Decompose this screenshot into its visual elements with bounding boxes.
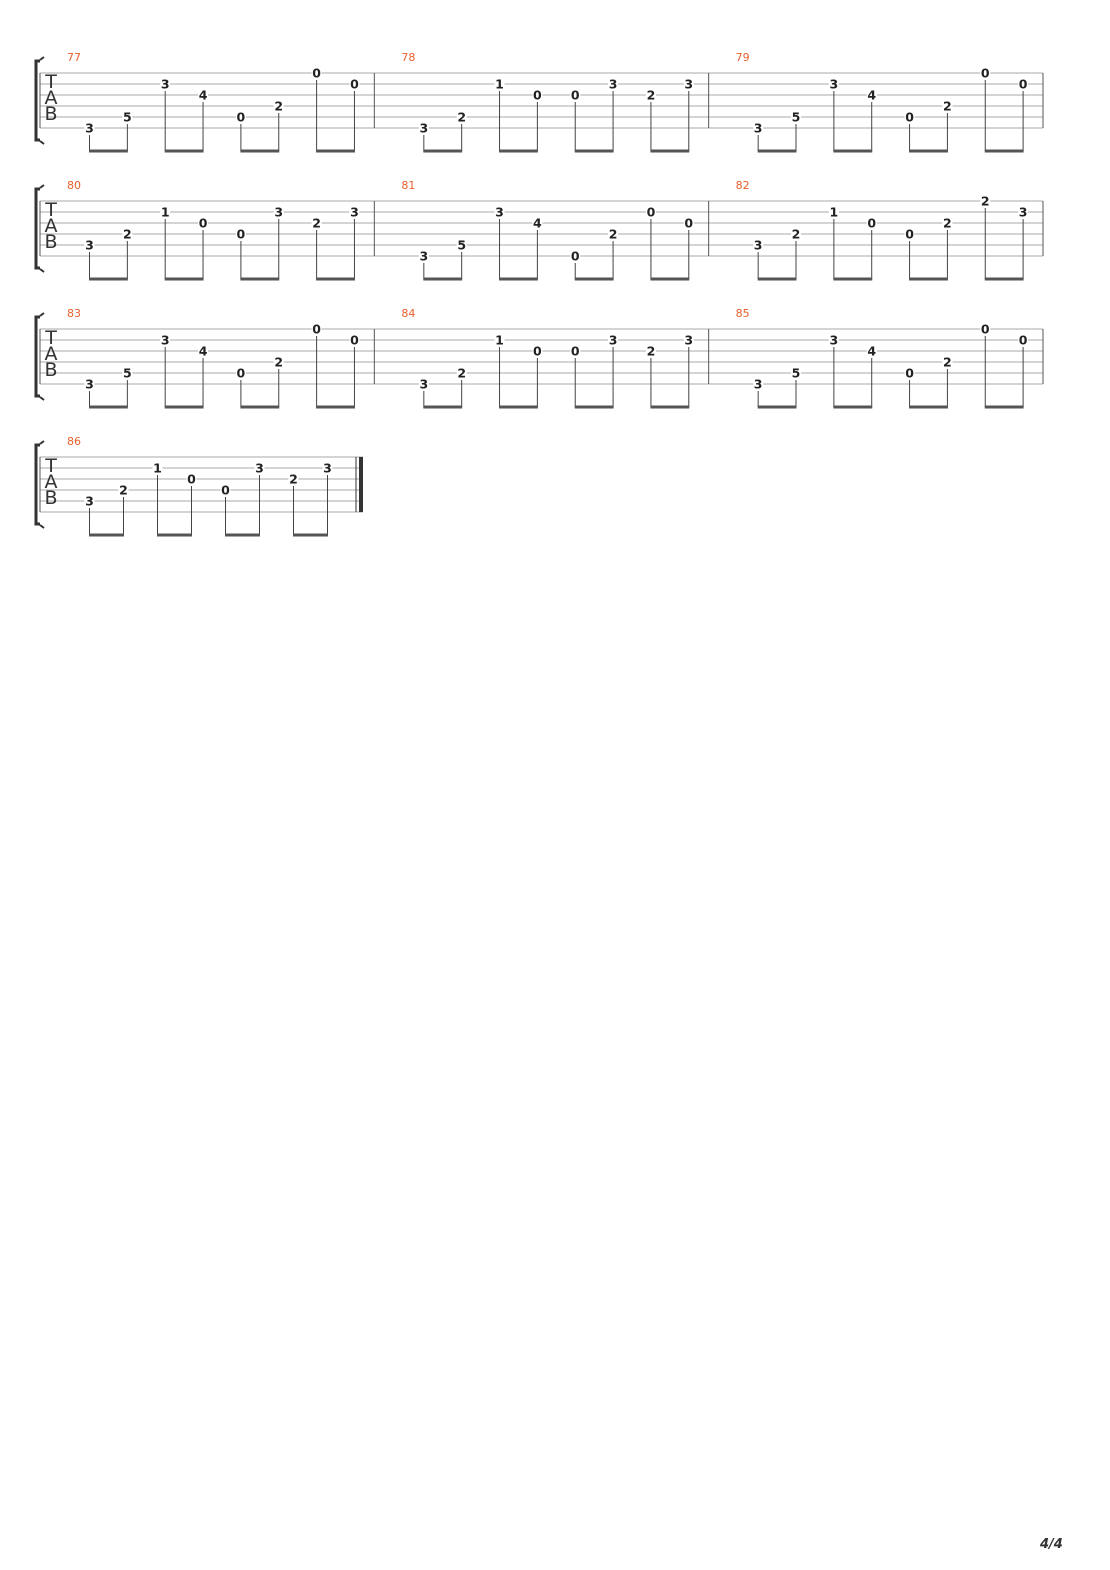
fret-number: 2 (646, 343, 656, 359)
fret-number: 2 (122, 226, 132, 242)
fret-number: 5 (457, 237, 467, 253)
fret-number: 0 (236, 109, 246, 125)
fret-number: 0 (646, 204, 656, 220)
bracket-hook-bottom (40, 141, 44, 144)
fret-number: 0 (570, 87, 580, 103)
fret-number: 0 (980, 65, 990, 81)
fret-number: 2 (943, 98, 952, 114)
fret-number: 4 (533, 215, 542, 231)
fret-number: 2 (312, 215, 321, 231)
system-bracket (36, 61, 40, 140)
measure-number: 79 (735, 51, 750, 64)
fret-number: 0 (1018, 76, 1028, 92)
system-bracket (36, 445, 40, 524)
fret-number: 1 (153, 460, 162, 476)
fret-number: 0 (533, 343, 542, 359)
fret-number: 0 (221, 482, 230, 498)
fret-number: 3 (350, 204, 359, 220)
fret-number: 0 (312, 321, 321, 337)
fret-number: 2 (274, 354, 284, 370)
fret-number: 4 (867, 343, 877, 359)
tab-clef-letter: A (44, 87, 58, 109)
fret-number: 2 (980, 193, 990, 209)
bracket-hook-top (40, 57, 44, 60)
tab-clef-letter: B (44, 359, 58, 381)
fret-number: 0 (905, 109, 914, 125)
fret-number: 3 (85, 376, 94, 392)
fret-number: 2 (457, 365, 467, 381)
fret-number: 5 (122, 109, 132, 125)
fret-number: 2 (274, 98, 284, 114)
bracket-hook-top (40, 313, 44, 316)
fret-number: 0 (350, 332, 359, 348)
fret-number: 0 (533, 87, 542, 103)
fret-number: 4 (198, 87, 208, 103)
fret-number: 0 (1018, 332, 1028, 348)
tab-clef-letter: T (45, 455, 57, 477)
fret-number: 1 (160, 204, 170, 220)
tab-clef-letter: A (44, 343, 58, 365)
system-bracket (36, 317, 40, 396)
tab-system (36, 435, 363, 535)
fret-number: 3 (753, 120, 763, 136)
fret-number: 2 (457, 109, 467, 125)
bracket-hook-bottom (40, 525, 44, 528)
fret-number: 0 (684, 215, 694, 231)
fret-number: 3 (419, 248, 429, 264)
measure-number: 84 (401, 307, 416, 320)
bracket-hook-top (40, 441, 44, 444)
fret-number: 2 (943, 354, 952, 370)
fret-number: 0 (350, 76, 359, 92)
fret-number: 3 (1018, 204, 1028, 220)
fret-number: 2 (289, 471, 298, 487)
fret-number: 4 (867, 87, 877, 103)
measure-number: 80 (67, 179, 81, 192)
fret-number: 0 (905, 365, 914, 381)
measure-number: 85 (735, 307, 750, 320)
tab-system (36, 179, 1043, 279)
fret-number: 3 (753, 376, 763, 392)
fret-number: 3 (495, 204, 504, 220)
measure-number: 77 (67, 51, 81, 64)
measure-number: 86 (67, 435, 81, 448)
tab-clef-letter: B (44, 103, 58, 125)
fret-number: 3 (608, 76, 618, 92)
fret-number: 1 (495, 76, 504, 92)
fret-number: 2 (791, 226, 801, 242)
fret-number: 4 (198, 343, 208, 359)
fret-number: 2 (608, 226, 618, 242)
fret-number: 2 (646, 87, 656, 103)
fret-number: 0 (187, 471, 196, 487)
fret-number: 2 (943, 215, 952, 231)
fret-number: 5 (122, 365, 132, 381)
bracket-hook-bottom (40, 269, 44, 272)
tab-clef-letter: B (44, 231, 58, 253)
tab-system (36, 307, 1043, 407)
measure-number: 82 (735, 179, 750, 192)
fret-number: 0 (236, 365, 246, 381)
fret-number: 0 (570, 248, 580, 264)
fret-number: 3 (323, 460, 332, 476)
fret-number: 3 (419, 120, 429, 136)
fret-number: 3 (274, 204, 284, 220)
fret-number: 3 (829, 332, 839, 348)
fret-number: 3 (829, 76, 839, 92)
tab-clef-letter: T (45, 71, 57, 93)
fret-number: 3 (608, 332, 618, 348)
fret-number: 5 (791, 365, 801, 381)
system-bracket (36, 189, 40, 268)
tab-clef-letter: T (45, 327, 57, 349)
fret-number: 3 (419, 376, 429, 392)
fret-number: 5 (791, 109, 801, 125)
fret-number: 0 (236, 226, 246, 242)
tab-clef-letter: A (44, 215, 58, 237)
fret-number: 3 (85, 493, 94, 509)
fret-number: 1 (495, 332, 504, 348)
measure-number: 81 (401, 179, 416, 192)
fret-number: 0 (980, 321, 990, 337)
measure-number: 78 (401, 51, 416, 64)
fret-number: 0 (905, 226, 914, 242)
tab-clef-letter: B (44, 487, 58, 509)
fret-number: 3 (684, 332, 694, 348)
bracket-hook-bottom (40, 397, 44, 400)
fret-number: 0 (867, 215, 877, 231)
fret-number: 1 (829, 204, 839, 220)
tab-clef-letter: A (44, 471, 58, 493)
tab-clef-letter: T (45, 199, 57, 221)
bracket-hook-top (40, 185, 44, 188)
fret-number: 3 (160, 76, 170, 92)
fret-number: 3 (255, 460, 264, 476)
fret-number: 3 (85, 237, 94, 253)
fret-number: 0 (198, 215, 208, 231)
fret-number: 3 (684, 76, 694, 92)
tab-system (36, 51, 1043, 151)
fret-number: 3 (753, 237, 763, 253)
fret-number: 0 (312, 65, 321, 81)
fret-number: 2 (119, 482, 128, 498)
fret-number: 3 (85, 120, 94, 136)
fret-number: 3 (160, 332, 170, 348)
measure-number: 83 (67, 307, 81, 320)
fret-number: 0 (570, 343, 580, 359)
page-number: 4/4 (1040, 1537, 1063, 1552)
